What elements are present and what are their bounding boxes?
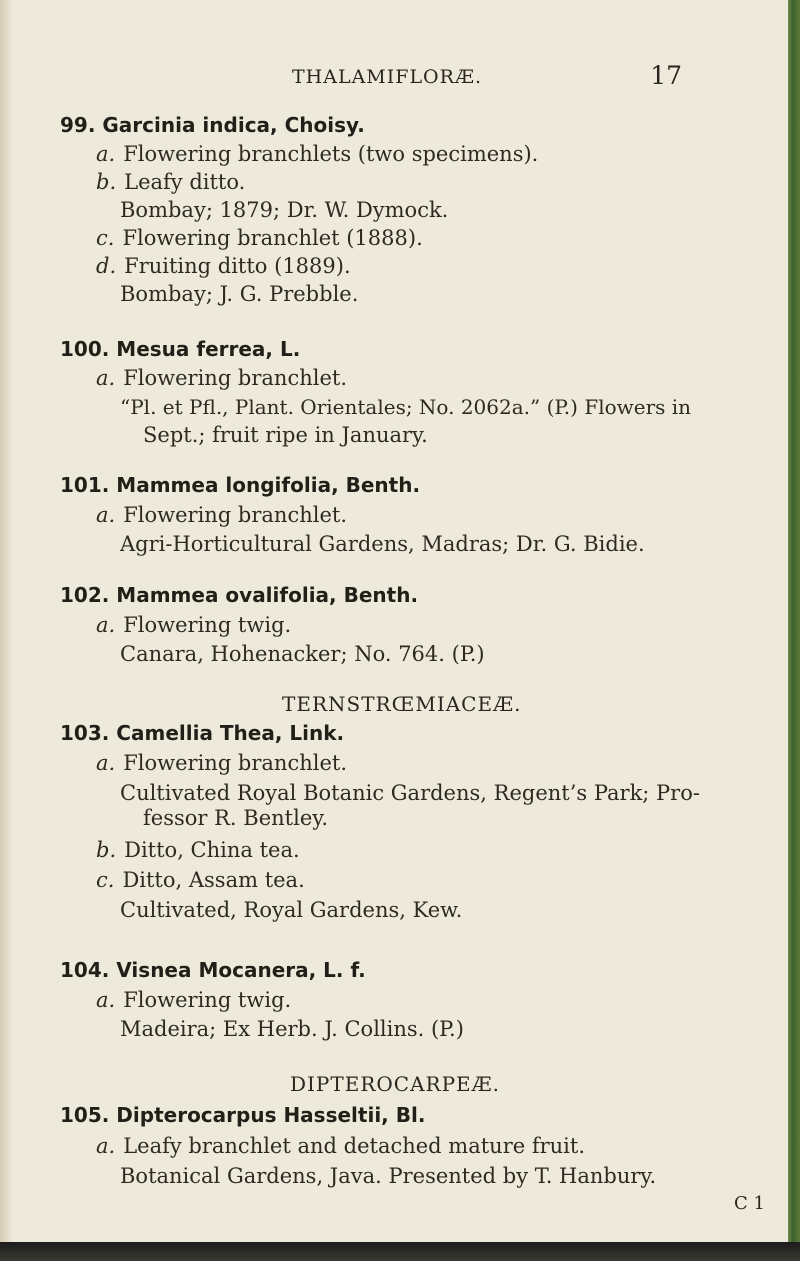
entry-line: “Pl. et Pfl., Plant. Orientales; No. 2062a.” (P.) Flowers in [120, 395, 692, 419]
line-text: Fruiting ditto (1889). [124, 254, 351, 278]
entry-line [96, 503, 347, 527]
entry-line: Sept.; fruit ripe in January. [143, 423, 428, 447]
page-edge-right [788, 0, 800, 1261]
entry-name: 102. Mammea ovalifolia, Benth. [60, 583, 419, 607]
line-marker: a. [96, 613, 116, 637]
signature-mark: C 1 [734, 1193, 765, 1214]
line-text: Flowering twig. [123, 988, 292, 1012]
entry-name: 101. Mammea longifolia, Benth. [60, 473, 421, 497]
entry-line [96, 751, 347, 775]
entry-line: Bombay; 1879; Dr. W. Dymock. [120, 198, 449, 222]
entry-line: Madeira; Ex Herb. J. Collins. (P.) [120, 1017, 464, 1041]
entry-line [96, 226, 423, 250]
line-text: Ditto, Assam tea. [122, 868, 305, 892]
line-marker: a. [96, 1134, 116, 1158]
line-text: Flowering branchlet. [123, 366, 348, 390]
line-text: Ditto, China tea. [124, 838, 300, 862]
running-title: THALAMIFLORÆ. [292, 66, 483, 88]
entry-line [96, 142, 538, 166]
entry-line: Bombay; J. G. Prebble. [120, 282, 359, 306]
line-marker: a. [96, 503, 116, 527]
line-text: Flowering twig. [123, 613, 292, 637]
entry-line [96, 988, 291, 1012]
entry-line: Cultivated, Royal Gardens, Kew. [120, 898, 463, 922]
line-marker: b. [96, 170, 117, 194]
entry-line [96, 366, 347, 390]
entry-name: 104. Visnea Mocanera, L. f. [60, 958, 366, 982]
family-heading: TERNSTRŒMIACEÆ. [282, 692, 522, 716]
entry-line: Cultivated Royal Botanic Gardens, Regent’s Park; Pro- [120, 781, 700, 805]
entry-name: 105. Dipterocarpus Hasseltii, Bl. [60, 1103, 426, 1127]
entry-name: 99. Garcinia indica, Choisy. [60, 113, 365, 137]
line-marker: a. [96, 988, 116, 1012]
line-marker: d. [96, 254, 117, 278]
line-text: Flowering branchlet. [123, 751, 348, 775]
line-marker: a. [96, 142, 116, 166]
entry-line: Botanical Gardens, Java. Presented by T. Hanbury. [120, 1164, 657, 1188]
line-marker: c. [96, 226, 115, 250]
entry-line [96, 613, 291, 637]
line-text: Flowering branchlets (two specimens). [123, 142, 539, 166]
line-marker: a. [96, 751, 116, 775]
line-text: Flowering branchlet. [123, 503, 348, 527]
page-edge-bottom [0, 1242, 800, 1261]
entry-name: 103. Camellia Thea, Link. [60, 721, 345, 745]
line-text: Leafy branchlet and detached mature fruit. [123, 1134, 586, 1158]
line-text: Flowering branchlet (1888). [122, 226, 423, 250]
page-number: 17 [650, 61, 682, 90]
line-text: Leafy ditto. [124, 170, 246, 194]
entry-line: Canara, Hohenacker; No. 764. (P.) [120, 642, 485, 666]
entry-line [96, 838, 300, 862]
family-heading: DIPTEROCARPEÆ. [290, 1072, 501, 1096]
entry-name: 100. Mesua ferrea, L. [60, 337, 301, 361]
entry-line [96, 1134, 585, 1158]
entry-line [96, 868, 305, 892]
running-header [292, 61, 682, 90]
line-marker: b. [96, 838, 117, 862]
entry-line: Agri-Horticultural Gardens, Madras; Dr. G. Bidie. [120, 532, 645, 556]
entry-line [96, 170, 245, 194]
entry-line [96, 254, 351, 278]
line-marker: c. [96, 868, 115, 892]
entry-line: fessor R. Bentley. [143, 806, 328, 830]
line-marker: a. [96, 366, 116, 390]
